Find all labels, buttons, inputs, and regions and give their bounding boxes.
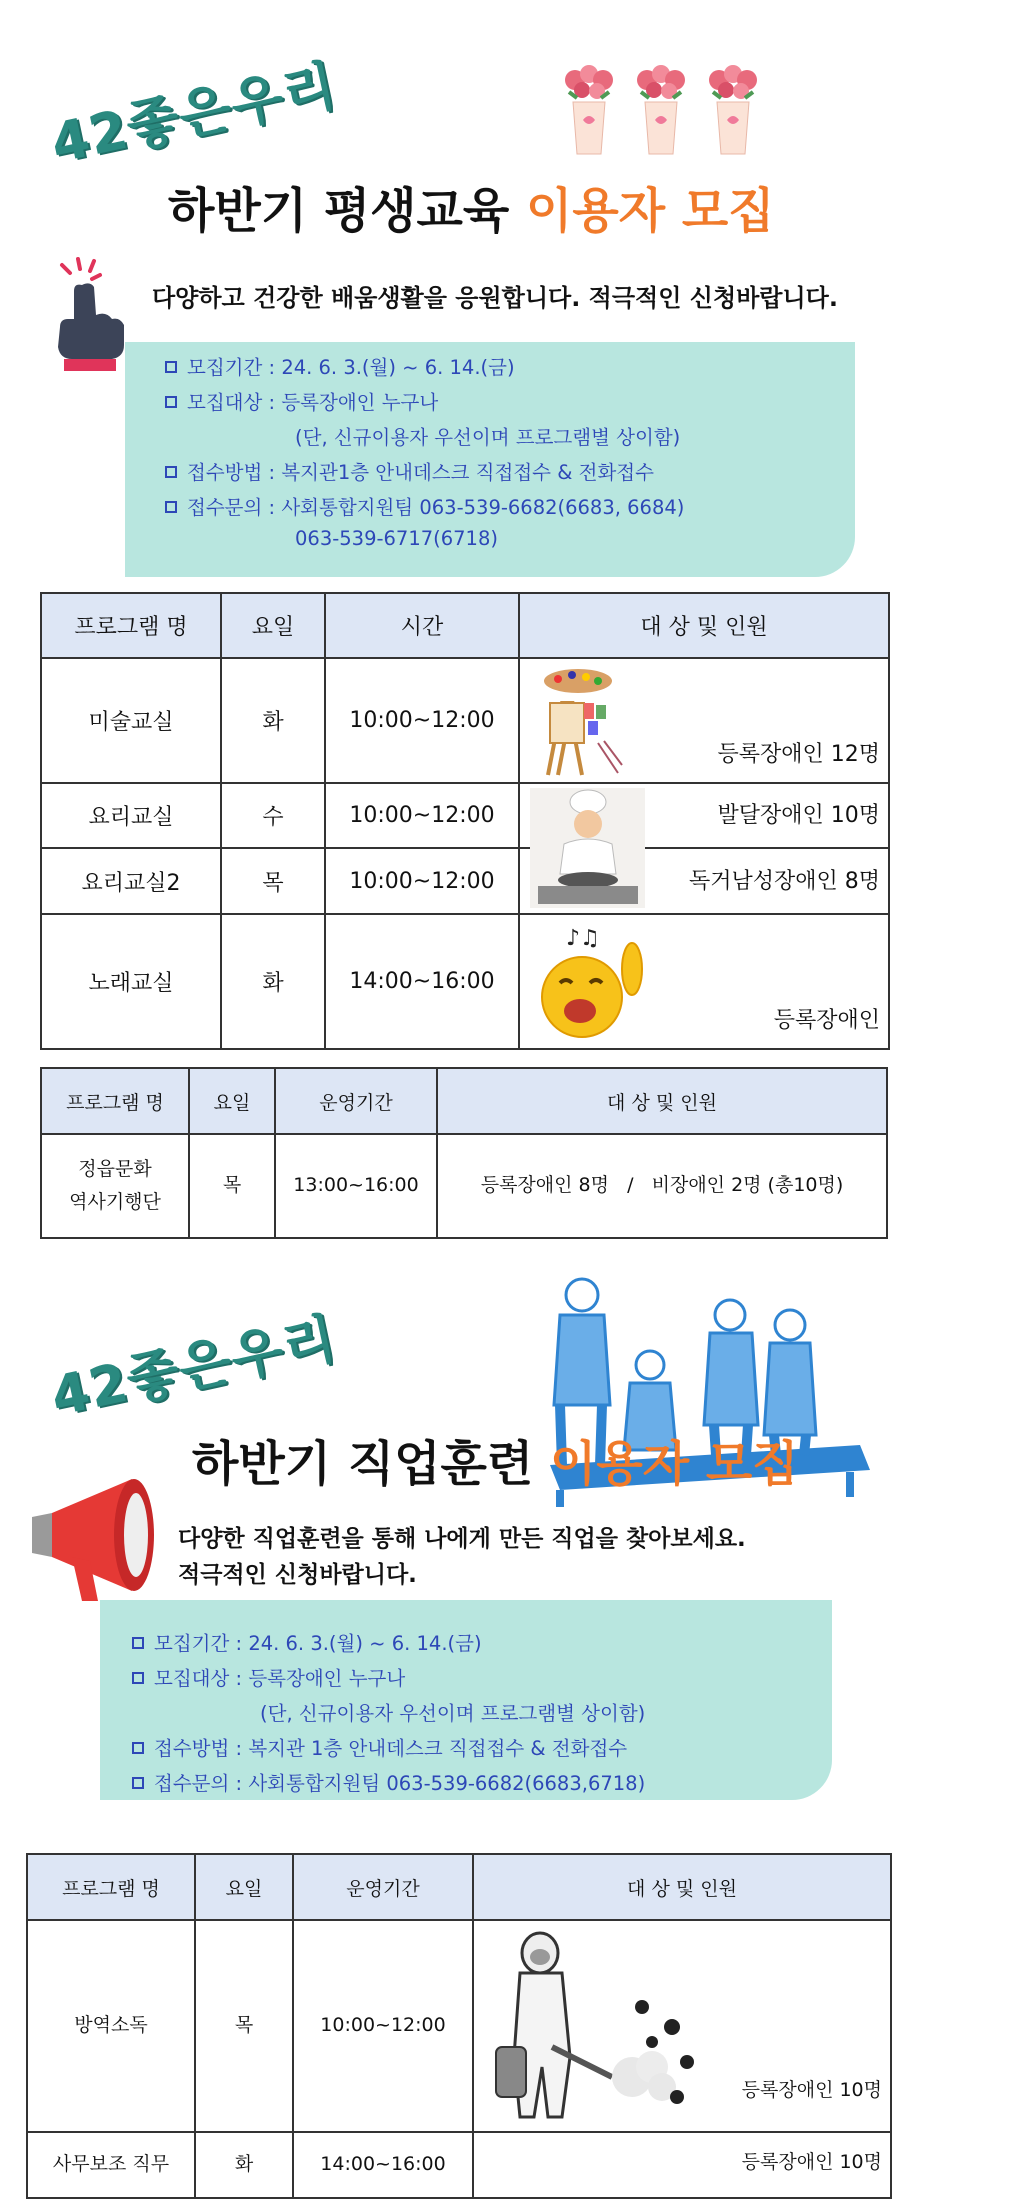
program-target: 등록장애인 8명 / 비장애인 2명 (총10명) — [437, 1134, 887, 1238]
program-day: 화 — [195, 2132, 293, 2198]
table-row — [41, 848, 889, 914]
title-accent: 이용자 모집 — [550, 1436, 799, 1492]
program-day: 목 — [195, 1920, 293, 2132]
info-method: 접수방법 : 복지관1층 안내데스크 직접접수 & 전화접수 — [165, 457, 654, 485]
program-target-cell — [519, 783, 889, 848]
page-title — [168, 172, 775, 241]
header-period: 운영기간 — [293, 1854, 473, 1920]
table-header-row — [41, 593, 889, 658]
program-day: 목 — [221, 848, 325, 914]
program-day: 화 — [221, 658, 325, 783]
table-row — [27, 1920, 891, 2132]
header-day: 요일 — [221, 593, 325, 658]
program-target: 발달장애인 10명 — [717, 803, 880, 828]
table-row — [41, 914, 889, 1049]
program-time: 10:00~12:00 — [293, 1920, 473, 2132]
program-time: 13:00~16:00 — [275, 1134, 437, 1238]
info-period: 모집기간 : 24. 6. 3.(월) ~ 6. 14.(금) — [132, 1628, 482, 1656]
table-row — [27, 2132, 891, 2198]
program-target-cell — [519, 848, 889, 914]
info-contact: 접수문의 : 사회통합지원팀 063-539-6682(6683,6718) — [132, 1768, 645, 1796]
program-name — [41, 1134, 189, 1238]
page-title — [192, 1425, 799, 1494]
program-time: 14:00~16:00 — [325, 914, 519, 1049]
program-time: 10:00~12:00 — [325, 783, 519, 848]
info-contact-2: 063-539-6717(6718) — [295, 527, 498, 550]
section2-intro-line1: 다양한 직업훈련을 통해 나에게 만든 직업을 찾아보세요. — [178, 1526, 746, 1552]
program-name-line2: 역사기행단 — [69, 1191, 161, 1213]
table-row — [41, 658, 889, 783]
flower-pots-illustration — [555, 62, 785, 157]
program-target: 등록장애인 10명 — [741, 2078, 882, 2101]
section2-intro-line2: 적극적인 신청바랍니다. — [178, 1562, 417, 1588]
paint-palette-easel-illustration — [528, 663, 623, 778]
program-day: 화 — [221, 914, 325, 1049]
info-target: 모집대상 : 등록장애인 누구나 — [132, 1663, 405, 1691]
brand-logo: 42좋은우리 — [45, 1306, 343, 1429]
header-day: 요일 — [195, 1854, 293, 1920]
pointing-hand-icon — [52, 255, 127, 375]
section1-info-box — [125, 342, 855, 577]
table-header-row — [27, 1854, 891, 1920]
disinfection-worker-illustration — [492, 1927, 707, 2127]
section2-info-box — [100, 1600, 832, 1800]
info-method: 접수방법 : 복지관 1층 안내데스크 직접접수 & 전화접수 — [132, 1733, 627, 1761]
header-day: 요일 — [189, 1068, 275, 1134]
program-name: 노래교실 — [41, 914, 221, 1049]
table-row — [41, 783, 889, 848]
megaphone-icon — [22, 1465, 162, 1605]
program-target-cell — [519, 658, 889, 783]
lifelong-education-table — [40, 592, 890, 1050]
program-target-cell — [519, 914, 889, 1049]
title-main: 하반기 평생교육 — [168, 183, 526, 239]
program-name: 사무보조 직무 — [27, 2132, 195, 2198]
singing-emoji-illustration — [530, 917, 665, 1047]
title-main: 하반기 직업훈련 — [192, 1436, 550, 1492]
program-target-cell — [473, 2132, 891, 2198]
program-target: 등록장애인 12명 — [717, 742, 880, 767]
info-contact: 접수문의 : 사회통합지원팀 063-539-6682(6683, 6684) — [165, 492, 684, 520]
program-time: 14:00~16:00 — [293, 2132, 473, 2198]
brand-logo: 42좋은우리 — [45, 53, 343, 176]
header-target: 대 상 및 인원 — [519, 593, 889, 658]
header-program: 프로그램 명 — [41, 593, 221, 658]
program-name: 방역소독 — [27, 1920, 195, 2132]
header-program: 프로그램 명 — [41, 1068, 189, 1134]
table-header-row — [41, 1068, 887, 1134]
table-row — [41, 1134, 887, 1238]
title-accent: 이용자 모집 — [526, 183, 775, 239]
program-day: 목 — [189, 1134, 275, 1238]
history-tour-table — [40, 1067, 888, 1239]
program-target: 등록장애인 — [773, 1008, 880, 1033]
program-name: 요리교실2 — [41, 848, 221, 914]
header-target: 대 상 및 인원 — [473, 1854, 891, 1920]
info-target-note: (단, 신규이용자 우선이며 프로그램별 상이함) — [295, 426, 681, 449]
info-target-note: (단, 신규이용자 우선이며 프로그램별 상이함) — [260, 1702, 646, 1725]
svg-text:♪♫: ♪♫ — [566, 926, 600, 951]
info-period: 모집기간 : 24. 6. 3.(월) ~ 6. 14.(금) — [165, 352, 515, 380]
section1-intro: 다양하고 건강한 배움생활을 응원합니다. 적극적인 신청바랍니다. — [152, 284, 838, 312]
job-training-table — [26, 1853, 892, 2199]
info-target: 모집대상 : 등록장애인 누구나 — [165, 387, 438, 415]
header-program: 프로그램 명 — [27, 1854, 195, 1920]
program-name: 요리교실 — [41, 783, 221, 848]
program-target-cell — [473, 1920, 891, 2132]
program-target: 독거남성장애인 8명 — [688, 869, 880, 894]
header-target: 대 상 및 인원 — [437, 1068, 887, 1134]
header-time: 시간 — [325, 593, 519, 658]
program-time: 10:00~12:00 — [325, 658, 519, 783]
header-period: 운영기간 — [275, 1068, 437, 1134]
program-target: 등록장애인 10명 — [741, 2150, 882, 2173]
program-time: 10:00~12:00 — [325, 848, 519, 914]
program-name-line1: 정읍문화 — [78, 1157, 152, 1180]
program-name: 미술교실 — [41, 658, 221, 783]
program-day: 수 — [221, 783, 325, 848]
